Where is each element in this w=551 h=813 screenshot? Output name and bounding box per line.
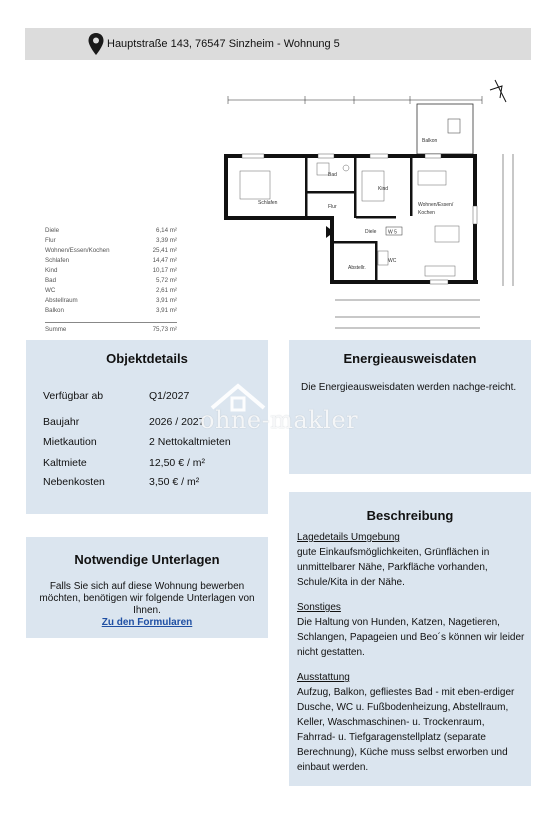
beschreibung-title: Beschreibung: [366, 508, 454, 523]
room-label-kochen: Kochen: [418, 210, 435, 216]
area-sum-label: Summe: [45, 326, 67, 333]
area-value: 25,41 m²: [152, 247, 177, 254]
area-label: Wohnen/Essen/Kochen: [45, 247, 110, 254]
area-value: 10,17 m²: [152, 267, 177, 274]
unterlagen-title: Notwendige Unterlagen: [74, 552, 220, 567]
area-row: [45, 276, 177, 286]
area-row: [45, 236, 177, 246]
objektdetails-label: Verfügbar ab: [43, 390, 104, 402]
beschreibung-section: [297, 670, 525, 775]
unterlagen-text: Falls Sie sich auf diese Wohnung bewerben möchten, benötigen wir folgende Unterlagen von Ihnen.: [39, 581, 255, 616]
beschreibung-section-title: Lagedetails Umgebung: [297, 532, 400, 543]
beschreibung-section-text: Die Haltung von Hunden, Katzen, Nagetieren, Schlangen, Papageien und Beo´s können wir leider nicht gestatten.: [297, 617, 525, 658]
address-bar: [25, 28, 531, 60]
room-label-balkon: Balkon: [422, 138, 438, 144]
unit-label: W 5: [388, 229, 397, 236]
objektdetails-label: Nebenkosten: [43, 476, 105, 488]
objektdetails-label: Kaltmiete: [43, 457, 87, 469]
area-label: Kind: [45, 267, 58, 274]
area-label: Flur: [45, 237, 56, 244]
area-label: Schlafen: [45, 257, 70, 264]
area-value: 14,47 m²: [152, 257, 177, 264]
area-value: 2,61 m²: [156, 287, 177, 294]
area-sum-row: [45, 325, 177, 335]
area-label: Abstellraum: [45, 297, 78, 304]
area-row: [45, 226, 177, 236]
room-label-wc: WC: [388, 258, 397, 264]
formulare-link[interactable]: Zu den Formularen: [101, 617, 193, 628]
area-label: Bad: [45, 277, 57, 284]
area-value: 6,14 m²: [156, 227, 177, 234]
unterlagen-panel: [26, 537, 268, 638]
area-row: [45, 266, 177, 276]
area-label: Balkon: [45, 307, 64, 314]
area-row: [45, 256, 177, 266]
area-value: 5,72 m²: [156, 277, 177, 284]
objektdetails-value: 2026 / 2027: [149, 416, 205, 428]
area-row: [45, 246, 177, 256]
beschreibung-panel: [289, 492, 531, 786]
beschreibung-section-text: Aufzug, Balkon, gefliestes Bad - mit eben-erdiger Dusche, WC u. Fußbodenheizung, Abstellraum, Keller, Waschmaschinen- u. Trockenraum, Fahrrad- u. Tiefgaragenstellplatz (separate Berechnung), Küche muss selbst erworben und einbaut werden.: [297, 687, 515, 773]
area-value: 3,91 m²: [156, 307, 177, 314]
beschreibung-section: [297, 530, 525, 590]
beschreibung-section-text: gute Einkaufsmöglichkeiten, Grünflächen in unmittelbarer Nähe, Parkfläche vorhanden, Schule/Kita in der Nähe.: [297, 547, 490, 588]
room-label-abstellr: Abstellr.: [348, 265, 366, 271]
area-value: 3,39 m²: [156, 237, 177, 244]
beschreibung-section-title: Ausstattung: [297, 672, 350, 683]
beschreibung-section: [297, 600, 525, 660]
area-label: Diele: [45, 227, 60, 234]
objektdetails-label: Baujahr: [43, 416, 80, 428]
area-value: 3,91 m²: [156, 297, 177, 304]
area-label: WC: [45, 287, 56, 294]
room-label-kind: Kind: [378, 186, 389, 192]
energie-text: Die Energieausweisdaten werden nachge-reicht.: [301, 382, 517, 393]
beschreibung-body: [297, 530, 525, 785]
map-pin-icon: [87, 32, 105, 56]
area-table: [45, 226, 177, 335]
objektdetails-value: 3,50 € / m²: [149, 476, 200, 488]
objektdetails-label: Mietkaution: [43, 436, 97, 448]
beschreibung-section-title: Sonstiges: [297, 602, 341, 613]
watermark-text: ohne-makler: [200, 406, 359, 434]
objektdetails-title: Objektdetails: [106, 351, 188, 366]
area-row: [45, 286, 177, 296]
area-row: [45, 296, 177, 306]
area-row: [45, 306, 177, 316]
objektdetails-value: Q1/2027: [149, 390, 190, 402]
energie-title: Energieausweisdaten: [343, 351, 477, 366]
objektdetails-value: 2 Nettokaltmieten: [149, 436, 231, 448]
area-divider: [45, 322, 177, 323]
area-sum-value: 75,73 m²: [152, 326, 177, 333]
objektdetails-value: 12,50 € / m²: [149, 457, 206, 469]
room-label-bad: Bad: [328, 172, 337, 178]
floor-plan: [220, 76, 520, 338]
room-label-flur: Flur: [328, 204, 337, 210]
energie-panel: [289, 340, 531, 474]
address-text: Hauptstraße 143, 76547 Sinzheim - Wohnung 5: [107, 38, 340, 50]
room-label-schlafen: Schlafen: [258, 200, 278, 206]
room-label-wohnen: Wohnen/Essen/: [418, 202, 454, 208]
objektdetails-panel: [26, 340, 268, 514]
room-label-diele: Diele: [365, 229, 377, 235]
